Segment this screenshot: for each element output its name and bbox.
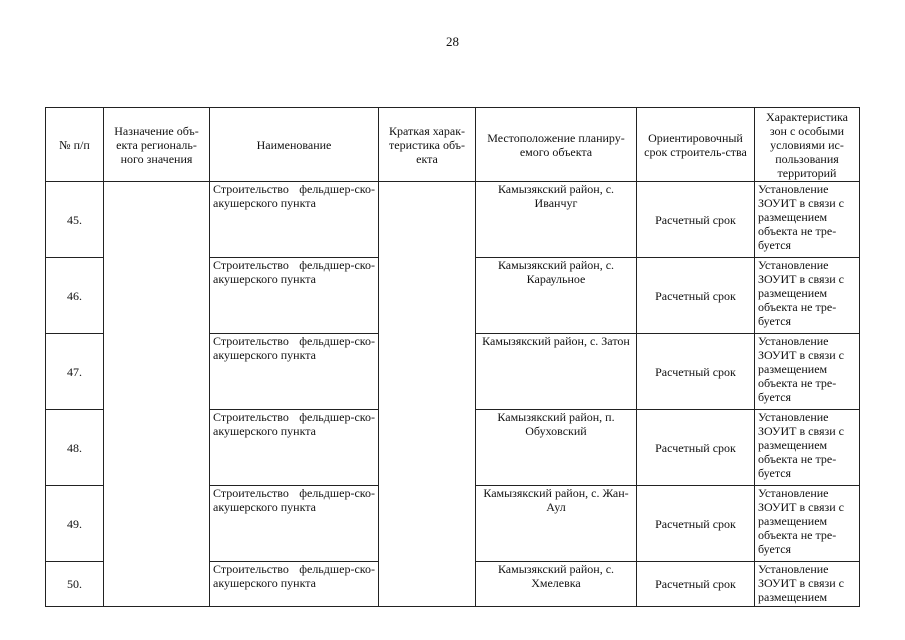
object-location: Камызякский район, с. Хмелевка	[476, 562, 637, 607]
zone-characteristic: Установление ЗОУИТ в связи с размещением объекта не тре-буется	[755, 182, 860, 258]
header-term: Ориентировочный срок строитель-ства	[637, 108, 755, 182]
zone-characteristic: Установление ЗОУИТ в связи с размещением объекта не тре-буется	[755, 486, 860, 562]
header-location: Местоположение планиру-емого объекта	[476, 108, 637, 182]
table-row	[46, 182, 860, 258]
header-purpose: Назначение объ-екта региональ-ного значения	[104, 108, 210, 182]
object-name: Строительство фельдшер-ско-акушерского пункта	[210, 258, 379, 334]
planned-objects-table	[45, 107, 860, 607]
object-name: Строительство фельдшер-ско-акушерского пункта	[210, 334, 379, 410]
construction-term: Расчетный срок	[637, 182, 755, 258]
row-number: 48.	[46, 410, 104, 486]
object-name: Строительство фельдшер-ско-акушерского пункта	[210, 410, 379, 486]
object-name: Строительство фельдшер-ско-акушерского пункта	[210, 562, 379, 607]
row-number: 49.	[46, 486, 104, 562]
object-name: Строительство фельдшер-ско-акушерского пункта	[210, 486, 379, 562]
object-location: Камызякский район, с. Жан-Аул	[476, 486, 637, 562]
object-location: Камызякский район, с. Караульное	[476, 258, 637, 334]
zone-characteristic: Установление ЗОУИТ в связи с размещением объекта не тре-буется	[755, 334, 860, 410]
object-location: Камызякский район, с. Иванчуг	[476, 182, 637, 258]
construction-term: Расчетный срок	[637, 410, 755, 486]
construction-term: Расчетный срок	[637, 258, 755, 334]
construction-term: Расчетный срок	[637, 562, 755, 607]
header-name: Наименование	[210, 108, 379, 182]
object-location: Камызякский район, с. Затон	[476, 334, 637, 410]
table-header-row	[46, 108, 860, 182]
object-location: Камызякский район, п. Обуховский	[476, 410, 637, 486]
construction-term: Расчетный срок	[637, 334, 755, 410]
row-number: 47.	[46, 334, 104, 410]
zone-characteristic: Установление ЗОУИТ в связи с размещением	[755, 562, 860, 607]
zone-characteristic: Установление ЗОУИТ в связи с размещением объекта не тре-буется	[755, 258, 860, 334]
header-characteristic: Краткая харак-теристика объ-екта	[379, 108, 476, 182]
purpose-cell-empty	[104, 182, 210, 607]
zone-characteristic: Установление ЗОУИТ в связи с размещением объекта не тре-буется	[755, 410, 860, 486]
header-zones: Характеристика зон с особыми условиями ис-пользования территорий	[755, 108, 860, 182]
row-number: 46.	[46, 258, 104, 334]
row-number: 50.	[46, 562, 104, 607]
header-number: № п/п	[46, 108, 104, 182]
row-number: 45.	[46, 182, 104, 258]
characteristic-cell-empty	[379, 182, 476, 607]
page-number: 28	[446, 34, 459, 49]
object-name: Строительство фельдшер-ско-акушерского пункта	[210, 182, 379, 258]
construction-term: Расчетный срок	[637, 486, 755, 562]
